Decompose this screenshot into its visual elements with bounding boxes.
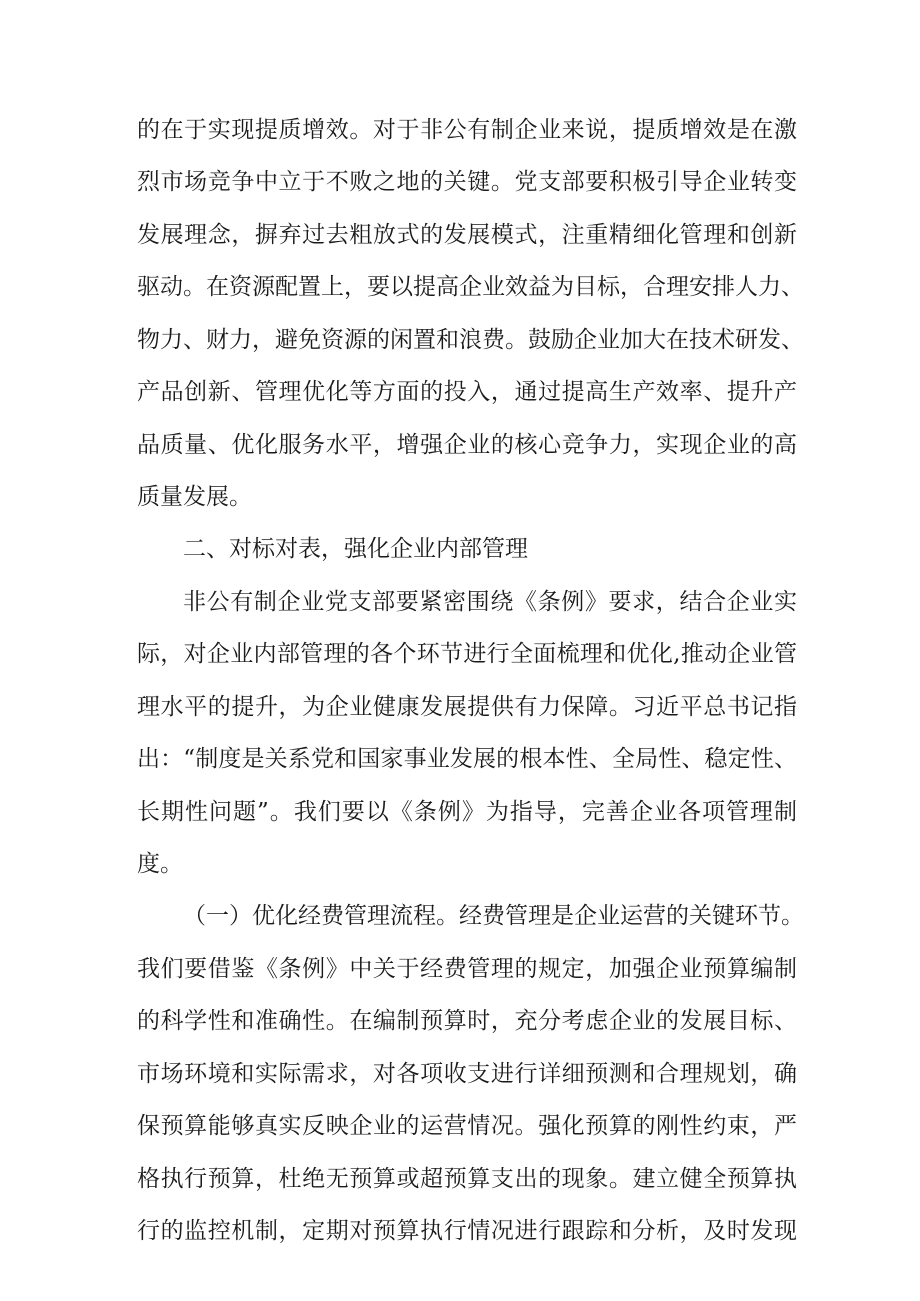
- paragraph-line: 烈市场竞争中立于不败之地的关键。党支部要积极引导企业转变: [137, 169, 797, 195]
- paragraph-line: 长期性问题”。我们要以《条例》为指导，完善企业各项管理制: [137, 799, 797, 825]
- paragraph-line: 理水平的提升，为企业健康发展提供有力保障。习近平总书记指: [137, 694, 797, 720]
- paragraph-line: 的科学性和准确性。在编制预算时，充分考虑企业的发展目标、: [137, 1008, 797, 1034]
- section-heading: 二、对标对表，强化企业内部管理: [183, 536, 528, 562]
- paragraph-line: 格执行预算，杜绝无预算或超预算支出的现象。建立健全预算执: [137, 1166, 797, 1192]
- subsection-heading-line: （一）优化经费管理流程。经费管理是企业运营的关键环节。: [183, 903, 804, 929]
- paragraph-line: 行的监控机制，定期对预算执行情况进行跟踪和分析，及时发现: [137, 1218, 797, 1244]
- paragraph-line: 保预算能够真实反映企业的运营情况。强化预算的刚性约束，严: [137, 1113, 797, 1139]
- paragraph-line: 我们要借鉴《条例》中关于经费管理的规定，加强企业预算编制: [137, 956, 797, 982]
- paragraph-line: 出：“制度是关系党和国家事业发展的根本性、全局性、稳定性、: [137, 746, 797, 772]
- paragraph-line: 的在于实现提质增效。对于非公有制企业来说，提质增效是在激: [137, 117, 797, 143]
- paragraph-line: 物力、财力，避免资源的闲置和浪费。鼓励企业加大在技术研发、: [137, 327, 804, 353]
- paragraph-line: 际，对企业内部管理的各个环节进行全面梳理和优化,推动企业管: [137, 641, 797, 667]
- paragraph-line: 市场环境和实际需求，对各项收支进行详细预测和合理规划，确: [137, 1061, 797, 1087]
- paragraph-line: 驱动。在资源配置上，要以提高企业效益为目标，合理安排人力、: [137, 274, 804, 300]
- paragraph-line: 产品创新、管理优化等方面的投入，通过提高生产效率、提升产: [137, 379, 797, 405]
- paragraph-line: 非公有制企业党支部要紧密围绕《条例》要求，结合企业实: [183, 589, 797, 615]
- paragraph-line: 品质量、优化服务水平，增强企业的核心竞争力，实现企业的高: [137, 432, 797, 458]
- paragraph-line: 发展理念，摒弃过去粗放式的发展模式，注重精细化管理和创新: [137, 222, 797, 248]
- paragraph-line: 质量发展。: [137, 484, 252, 510]
- paragraph-line: 度。: [137, 851, 183, 877]
